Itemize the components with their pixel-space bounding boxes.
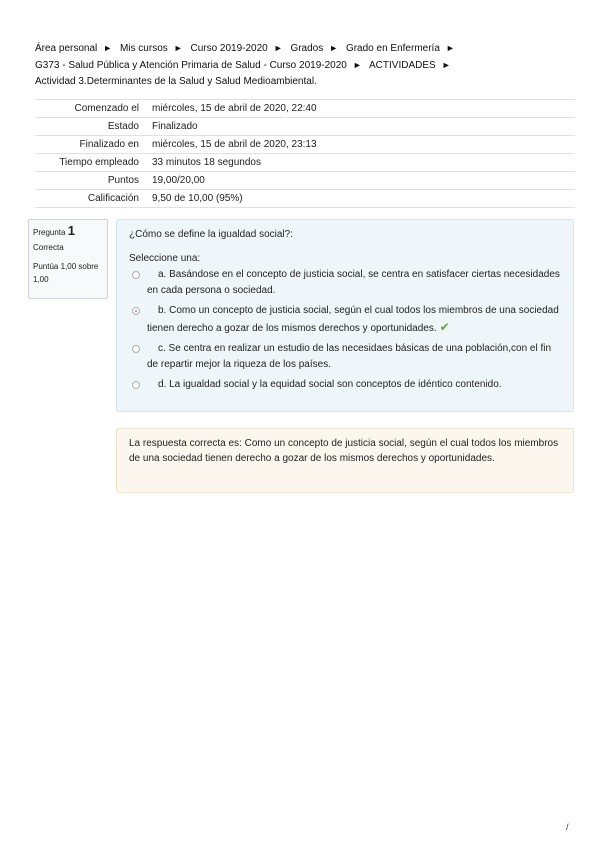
answer-list [129,267,561,393]
breadcrumb-link-grado-enfermeria[interactable]: Grado en Enfermería [345,43,440,54]
question-label: Pregunta [33,228,66,237]
answer-prompt: Seleccione una: [129,253,201,264]
question-content [116,219,574,412]
breadcrumb-separator-icon: ► [441,60,451,70]
summary-value: miércoles, 15 de abril de 2020, 22:40 [148,100,575,118]
answer-option-b[interactable] [129,303,561,337]
answer-text: a. Basándose en el concepto de justicia social, se centra en satisfacer ciertas necesidades en cada persona o sociedad. [147,269,560,296]
summary-value: miércoles, 15 de abril de 2020, 23:13 [148,136,575,154]
breadcrumb [35,40,570,90]
summary-label: Calificación [35,190,148,208]
breadcrumb-link-actividad-3[interactable]: Actividad 3.Determinantes de la Salud y Salud Medioambiental. [35,76,317,87]
answer-text: d. La igualdad social y la equidad social son conceptos de idéntico contenido. [158,379,502,390]
check-icon: ✔ [439,320,450,334]
summary-value: 33 minutos 18 segundos [148,154,575,172]
breadcrumb-link-mis-cursos[interactable]: Mis cursos [119,43,168,54]
correct-answer-feedback [116,428,574,493]
breadcrumb-link-area-personal[interactable]: Área personal [35,43,98,54]
answer-option-d[interactable] [129,377,561,393]
question-grade: Puntúa 1,00 sobre 1,00 [33,262,99,284]
radio-button[interactable] [132,271,140,279]
answer-option-a[interactable] [129,267,561,299]
breadcrumb-separator-icon: ► [352,60,362,70]
question-state: Correcta [33,243,64,252]
breadcrumb-link-course[interactable]: G373 - Salud Pública y Atención Primaria de Salud - Curso 2019-2020 [35,60,347,71]
breadcrumb-separator-icon: ► [445,43,455,53]
radio-button[interactable] [132,345,140,353]
summary-value: Finalizado [148,118,575,136]
breadcrumb-separator-icon: ► [103,43,113,53]
summary-row-points [35,172,575,190]
radio-button-selected[interactable] [132,307,140,315]
summary-row-started [35,100,575,118]
summary-label: Puntos [35,172,148,190]
summary-label: Estado [35,118,148,136]
summary-row-state [35,118,575,136]
quiz-summary-table [35,99,575,208]
breadcrumb-link-actividades[interactable]: ACTIVIDADES [369,60,436,71]
answer-text: b. Como un concepto de justicia social, según el cual todos los miembros de una sociedad tienen derecho a gozar de los mismos derechos y oportunidades. [147,305,559,334]
summary-label: Tiempo empleado [35,154,148,172]
breadcrumb-link-grados[interactable]: Grados [290,43,324,54]
breadcrumb-separator-icon: ► [329,43,339,53]
answer-option-c[interactable] [129,341,561,373]
radio-button[interactable] [132,381,140,389]
question-text: ¿Cómo se define la igualdad social?: [129,229,293,240]
summary-label: Finalizado en [35,136,148,154]
answer-text: c. Se centra en realizar un estudio de las necesidaes básicas de una población,con el fin de repartir mejor la riqueza de los países. [147,343,552,370]
breadcrumb-separator-icon: ► [273,43,283,53]
summary-label: Comenzado el [35,100,148,118]
summary-row-time [35,154,575,172]
question-info-box [28,219,108,299]
summary-row-grade [35,190,575,208]
breadcrumb-link-curso[interactable]: Curso 2019-2020 [190,43,268,54]
page-number: / [566,822,569,832]
question-number: 1 [67,223,75,238]
feedback-text: La respuesta correcta es: Como un concepto de justicia social, según el cual todos los miembros de una sociedad tienen derecho a gozar de los mismos derechos y oportunidades. [129,438,559,464]
breadcrumb-separator-icon: ► [173,43,183,53]
summary-row-finished [35,136,575,154]
summary-value: 19,00/20,00 [148,172,575,190]
summary-value: 9,50 de 10,00 (95%) [148,190,575,208]
